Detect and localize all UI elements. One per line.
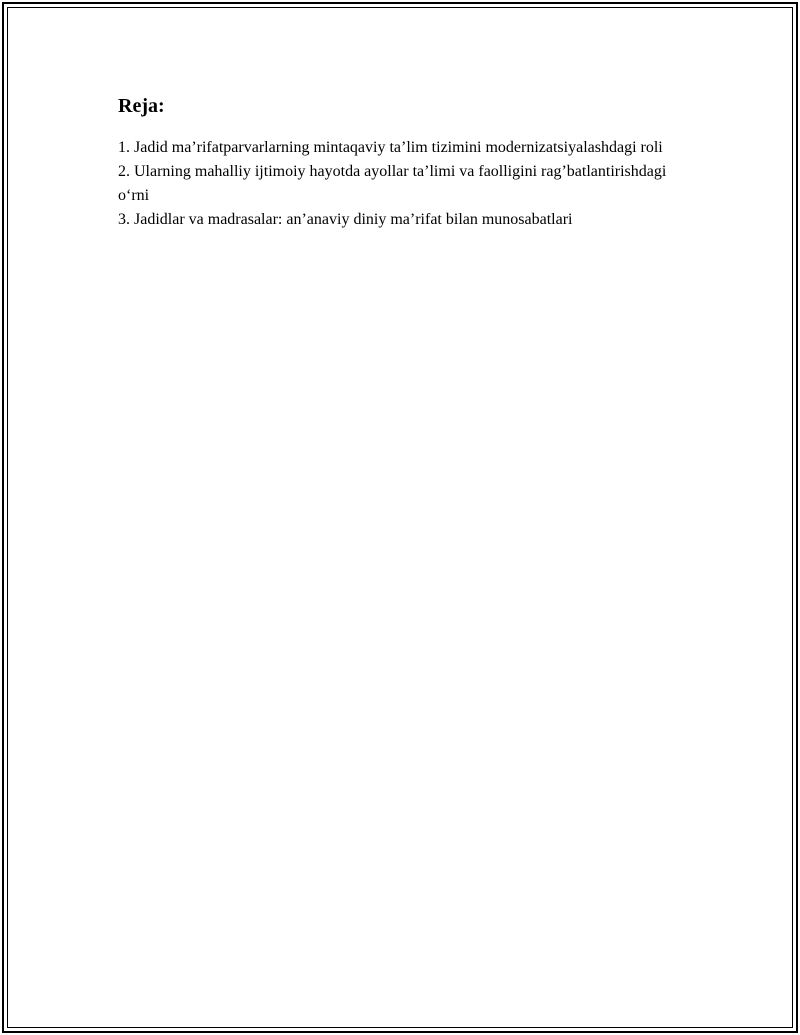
- document-content: [118, 92, 698, 232]
- plan-list: [118, 136, 698, 232]
- plan-item-3: 3. Jadidlar va madrasalar: an’anaviy diniy ma’rifat bilan munosabatlari: [118, 211, 573, 228]
- plan-title: Reja:: [118, 95, 165, 117]
- plan-item-1: 1. Jadid ma’rifatparvarlarning mintaqaviy ta’lim tizimini modernizatsiyalashdagi roli: [118, 139, 663, 156]
- plan-item-2: 2. Ularning mahalliy ijtimoiy hayotda ayollar ta’limi va faolligini rag’batlantirishdagi o‘rni: [118, 163, 667, 204]
